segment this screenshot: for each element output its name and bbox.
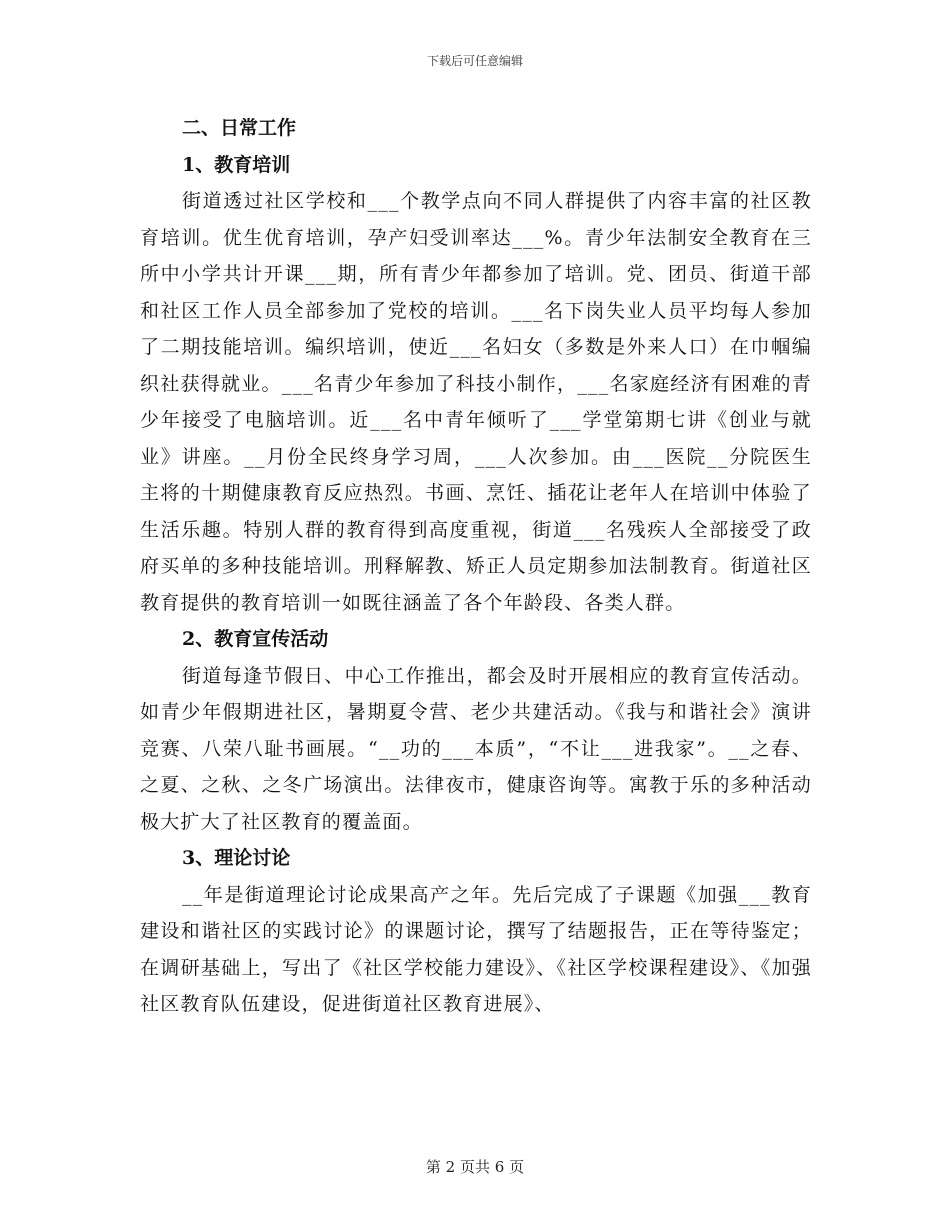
section-title: 二、日常工作 <box>182 117 297 139</box>
paragraph-theory-discussion: __年是街道理论讨论成果高产之年。先后完成了子课题《加强___教育建设和谐社区的实践讨论》的课题讨论，撰写了结题报告，正在等待鉴定；在调研基础上，写出了《社区学校能力建设》、《社区学校课程建设》、《加强社区教育队伍建设，促进街道社区教育进展》、 <box>140 883 812 1015</box>
subsection-title-theory-discussion: 3、理论讨论 <box>182 847 291 869</box>
document-body <box>140 110 812 1023</box>
page-footer-page-number: 第 2 页共 6 页 <box>425 1158 525 1176</box>
subsection-title-publicity-activities: 2、教育宣传活动 <box>182 628 329 650</box>
subsection-title-education-training: 1、教育培训 <box>182 153 291 176</box>
paragraph-education-training: 街道透过社区学校和___个教学点向不同人群提供了内容丰富的社区教育培训。优生优育培训，孕产妇受训率达___%。青少年法制安全教育在三所中小学共计开课___期，所有青少年都参加了培训。党、团员、街道干部和社区工作人员全部参加了党校的培训。___名下岗失业人员平均每人参加了二期技能培训。编织培训，使近___名妇女（多数是外来人口）在巾帼编织社获得就业。___名青少年参加了科技小制作，___名家庭经济有困难的青少年接受了电脑培训。近___名中青年倾听了___学堂第期七讲《创业与就业》讲座。__月份全民终身学习周，___人次参加。由___医院__分院医生主将的十期健康教育反应热烈。书画、烹饪、插花让老年人在培训中体验了生活乐趣。特别人群的教育得到高度重视，街道___名残疾人全部接受了政府买单的多种技能培训。刑释解教、矫正人员定期参加法制教育。街道社区教育提供的教育培训一如既往涵盖了各个年龄段、各类人群。 <box>140 190 812 614</box>
paragraph-publicity-activities: 街道每逢节假日、中心工作推出，都会及时开展相应的教育宣传活动。如青少年假期进社区，暑期夏令营、老少共建活动。《我与和谐社会》演讲竞赛、八荣八耻书画展。“__功的___本质”，“不让___进我家”。__之春、之夏、之秋、之冬广场演出。法律夜市，健康咨询等。寓教于乐的多种活动极大扩大了社区教育的覆盖面。 <box>140 664 812 833</box>
page-header-note: 下载后可任意编辑 <box>426 54 523 68</box>
